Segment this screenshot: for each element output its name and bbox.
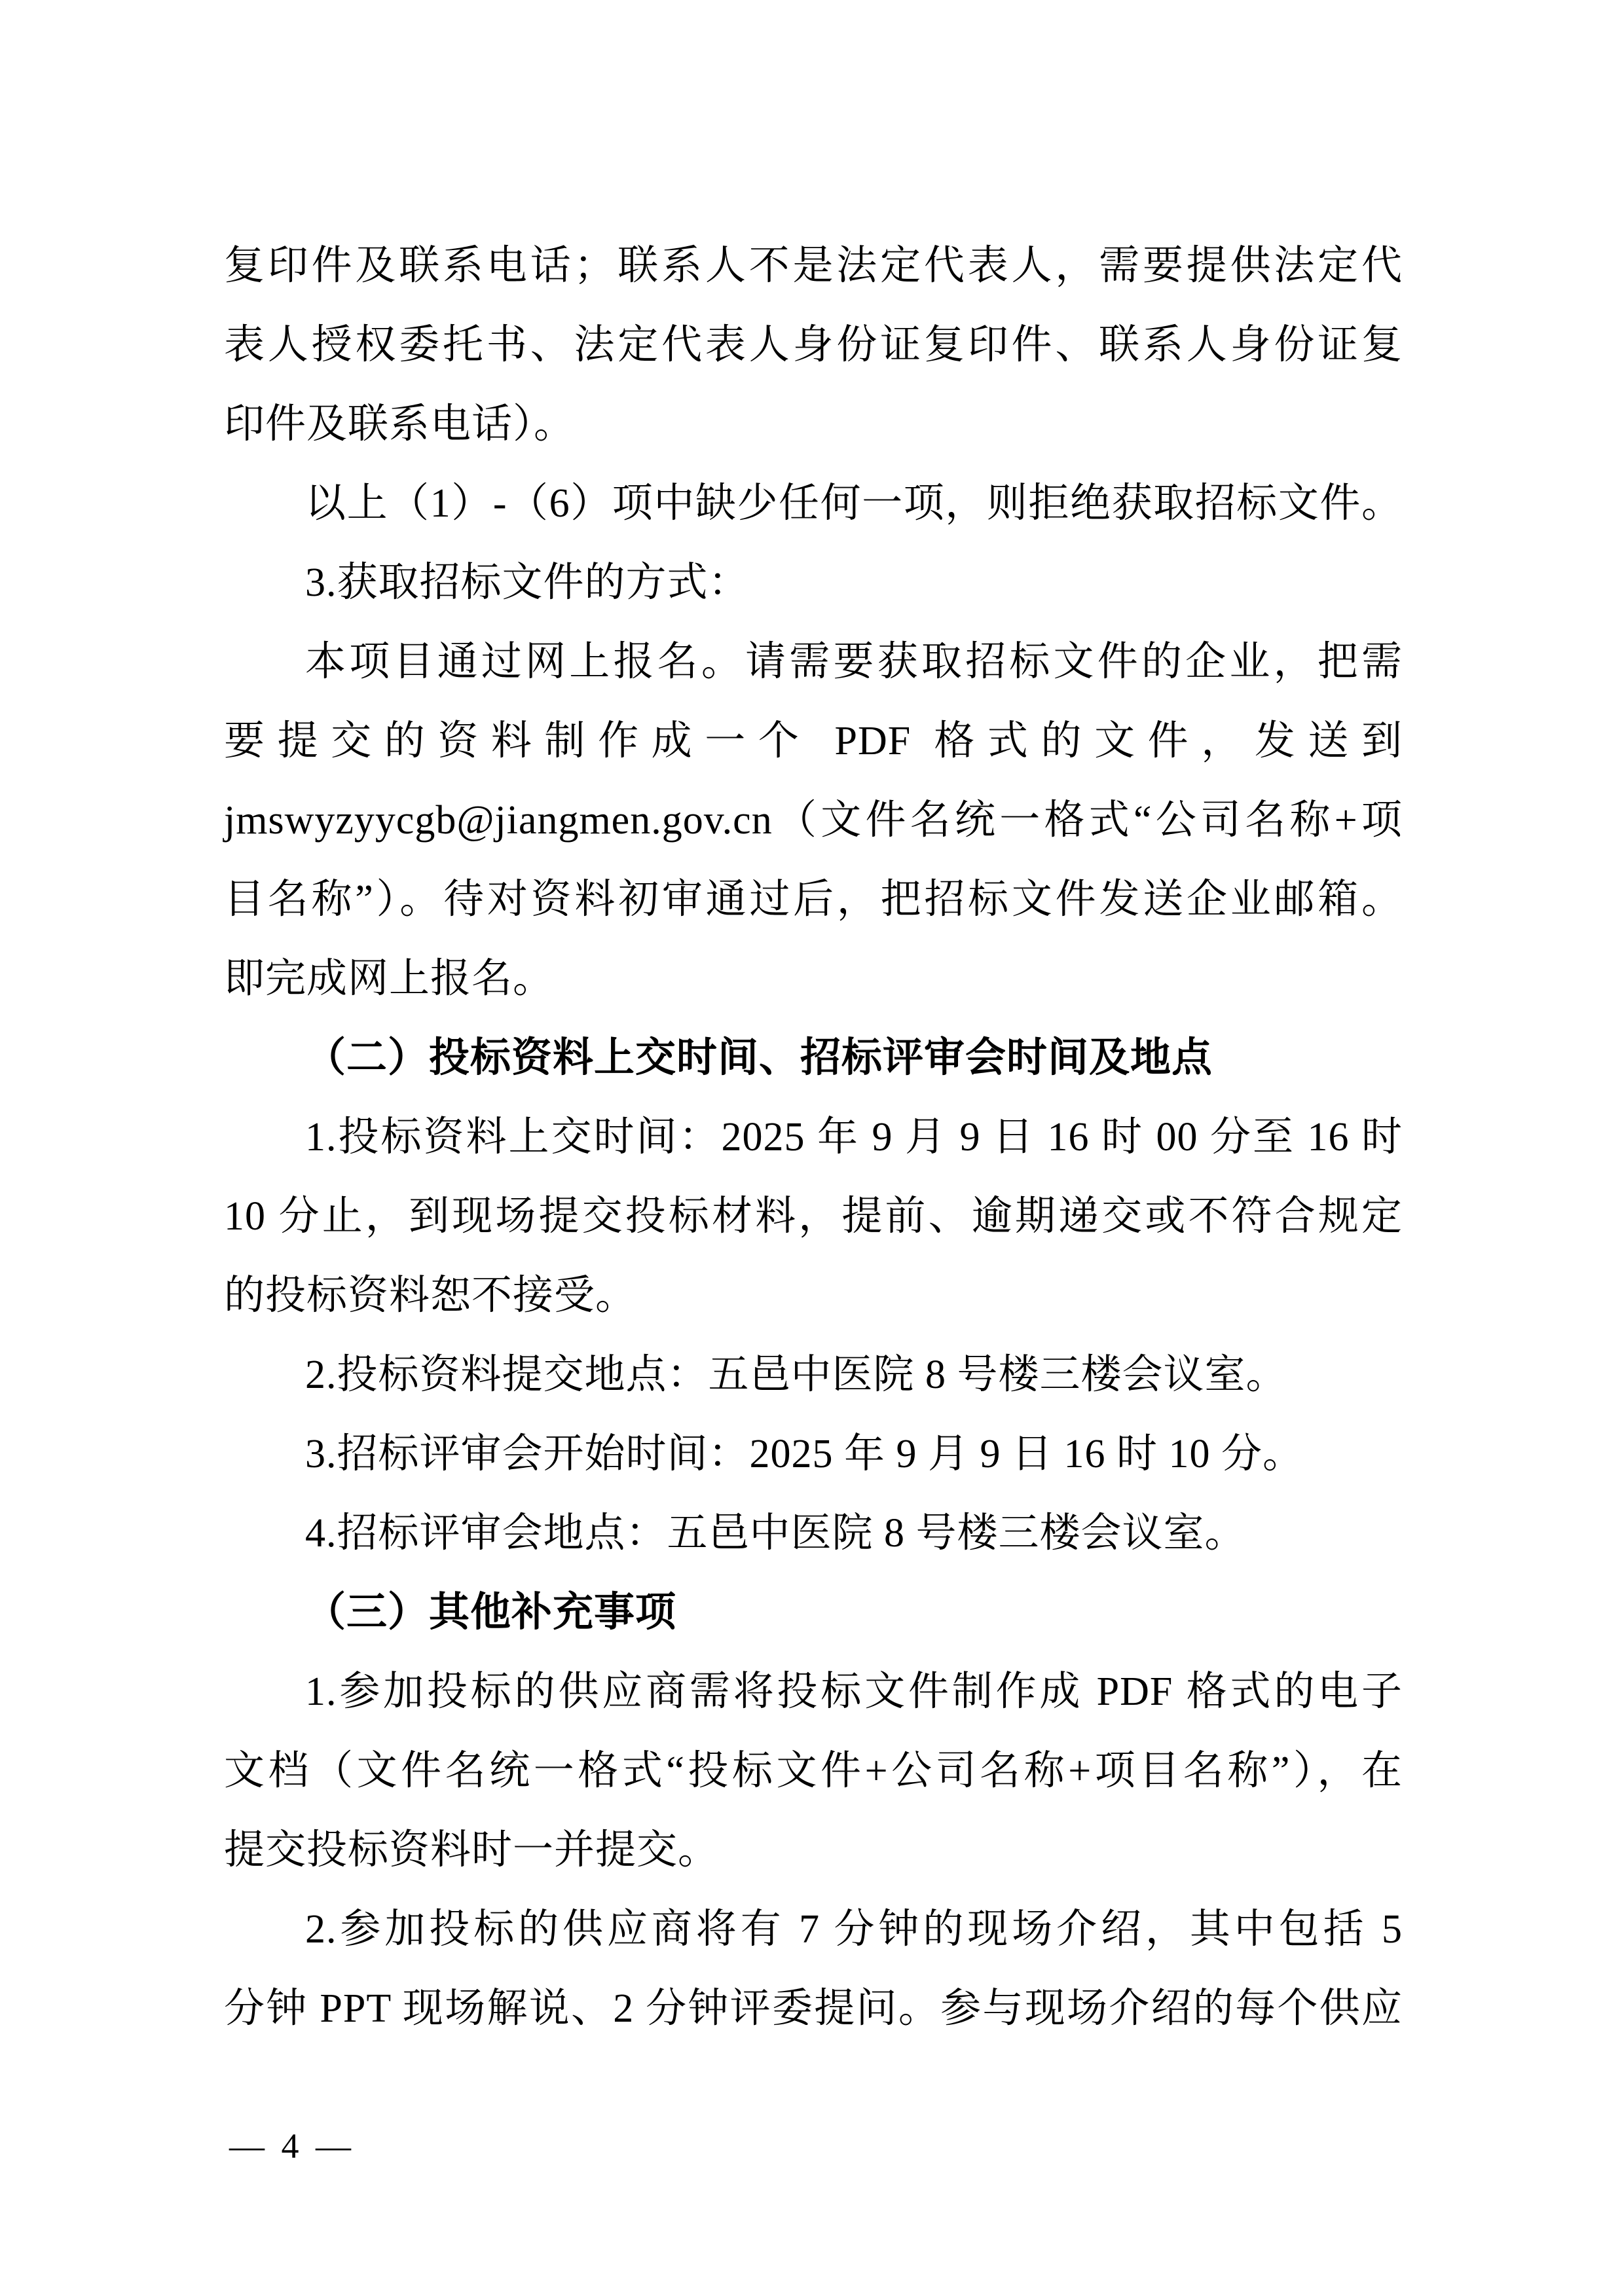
page-number: — 4 — xyxy=(229,2126,355,2166)
text-line: 提交投标资料时一并提交。 xyxy=(224,1828,720,1872)
text-line: 3.招标评审会开始时间：2025 年 9 月 9 日 16 时 10 分。 xyxy=(305,1432,1304,1476)
document-body xyxy=(224,227,1403,2049)
text-line: 文档（文件名统一格式“投标文件+公司名称+项目名称”），在 xyxy=(224,1749,1403,1793)
text-line: 1.投标资料上交时间：2025 年 9 月 9 日 16 时 00 分至 16 时 xyxy=(305,1115,1403,1159)
text-line: 目名称”）。待对资料初审通过后，把招标文件发送企业邮箱。 xyxy=(224,877,1403,922)
text-line: 分钟 PPT 现场解说、2 分钟评委提问。参与现场介绍的每个供应 xyxy=(224,1986,1403,2031)
section-heading: （三）其他补充事项 xyxy=(305,1590,677,1635)
text-line: 的投标资料恕不接受。 xyxy=(224,1273,637,1318)
text-line: 表人授权委托书、法定代表人身份证复印件、联系人身份证复 xyxy=(224,323,1403,367)
text-line: 要提交的资料制作成一个 PDF 格式的文件，发送到 xyxy=(224,719,1403,763)
text-line: 即完成网上报名。 xyxy=(224,957,555,1001)
text-line: 印件及联系电话）。 xyxy=(224,402,576,446)
text-line: 复印件及联系电话；联系人不是法定代表人，需要提供法定代 xyxy=(224,244,1403,288)
text-line: 以上（1）-（6）项中缺少任何一项，则拒绝获取招标文件。 xyxy=(305,481,1403,526)
text-line: 本项目通过网上报名。请需要获取招标文件的企业，把需 xyxy=(305,640,1403,684)
text-line: 1.参加投标的供应商需将投标文件制作成 PDF 格式的电子 xyxy=(305,1669,1403,1714)
text-line: 10 分止，到现场提交投标材料，提前、逾期递交或不符合规定 xyxy=(224,1194,1403,1239)
text-line: jmswyzyycgb@jiangmen.gov.cn（文件名统一格式“公司名称+项 xyxy=(224,798,1403,843)
text-line: 3.获取招标文件的方式： xyxy=(305,560,750,605)
section-heading: （二）投标资料上交时间、招标评审会时间及地点 xyxy=(305,1036,1213,1080)
text-line: 2.参加投标的供应商将有 7 分钟的现场介绍，其中包括 5 xyxy=(305,1907,1403,1952)
text-line: 2.投标资料提交地点：五邑中医院 8 号楼三楼会议室。 xyxy=(305,1353,1287,1397)
text-line: 4.招标评审会地点：五邑中医院 8 号楼三楼会议室。 xyxy=(305,1511,1246,1556)
